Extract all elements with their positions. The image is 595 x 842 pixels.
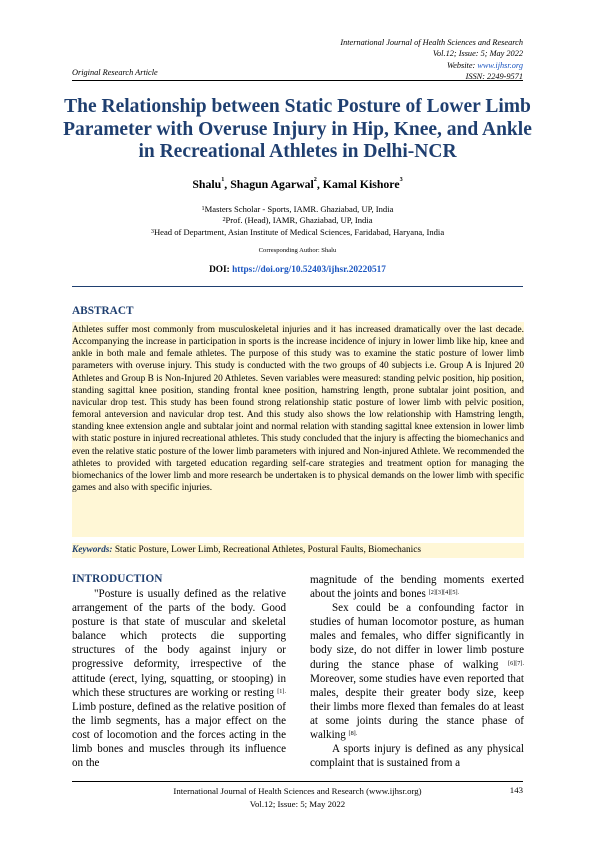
keywords-label: Keywords:	[72, 545, 113, 555]
section-divider	[72, 286, 523, 287]
intro-paragraph-2: Sex could be a confounding factor in studies of human locomotor posture, as human males and females, who differ significantly in body size, do not differ in lower limb posture during the stance phase of walking $^{[6][7].}$ Moreover, some studies have even reported that males, despite their greater body size, keep their limbs more flexed than females do at least at some joints during the stance phase of walking $^{[8].}$	[310, 602, 524, 742]
affiliation-line: $^3$Head of Department, Asian Institute of Medical Sciences, Faridabad, Haryana, India	[150, 226, 445, 237]
introduction-heading: INTRODUCTION	[72, 573, 163, 585]
page-number: 143	[509, 785, 523, 795]
header-rule	[72, 80, 523, 81]
footer-rule	[72, 781, 523, 782]
paper-title: The Relationship between Static Posture of Lower Limb Parameter with Overuse Injury in Hip, Knee, and Ankle in Recreational Athletes in Delhi-NCR	[63, 96, 532, 163]
right-column	[310, 573, 524, 770]
intro-paragraph-1: "Posture is usually defined as the relative arrangement of the parts of the body. Good posture is that state of muscular and skeletal balance which protects die supporting structures of the body against injury or progressive deformity, irrespective of the attitude (erect, lying, squatting, or stooping) in which these structures are working or resting $^{[1].}$ Limb posture, defined as the relative position of the limb segments, has a major effect on the cost of locomotion and the forces acting in the limb bones and muscles through its influence on the	[72, 588, 286, 770]
affiliations	[0, 204, 595, 238]
author-affiliation-mark: 3	[399, 176, 403, 183]
affiliation-line: $^2$Prof. (Head), IAMR, Ghaziabad, UP, India	[222, 215, 373, 226]
corresponding-author: Corresponding Author: Shalu	[258, 247, 337, 254]
issn: ISSN: 2249-9571	[465, 72, 523, 82]
doi-link[interactable]: https://doi.org/10.52403/ijhsr.20220517	[232, 265, 386, 275]
author-affiliation-mark: 2	[313, 176, 317, 183]
website-line: Website: www.ijhsr.org	[447, 60, 523, 70]
footer	[0, 785, 595, 811]
left-column	[72, 587, 286, 770]
author-name: Shalu	[192, 177, 222, 191]
abstract-text: Athletes suffer most commonly from musculoskeletal injuries and it has increased dramatically over the last decade. Accompanying the increase in participation in sports is the increase incidence of injury in lower limb like hip, knee and ankle in both male and female athletes. The purpose of this study was to examine the static posture of lower limb parameters with overuse injury. This study is conducted with the two groups of 40 subjects i.e. Group A is Injured 20 Athletes and Group B is Non-Injured 20 Athletes. Seven variables were measured: standing pelvic position, hip position, standing sagittal knee position, standing frontal knee position, hamstring length, prone subtalar joint position, and navicular drop test. This study has been found strong relationship static posture of lower limb with pelvic position, femoral anteversion and navicular drop test. And this study also shows the low relationship with Hamstring length, standing knee extension angle and subtalar joint and normal relation with standing sagittal knee extension in lower limb with static posture in injured recreational athletes. This study concluded that the injury is affecting the biomechanics and even the relative static posture of the lower limb parameters with injured and Non-injured Athlete. We recommended the athletes to provided with targeted education regarding self-care strategies and treatment option for managing the biomechanics of the lower limb and more research be undertaken is to physical demands on the lower limb with specific games and also with specific injuries.	[72, 325, 524, 494]
footer-volume: Vol.12; Issue: 5; May 2022	[249, 799, 346, 809]
keywords-text: Static Posture, Lower Limb, Recreational Athletes, Postural Faults, Biomechanics	[114, 545, 422, 555]
article-type: Original Research Article	[72, 68, 158, 77]
keywords-line	[72, 545, 421, 555]
website-link[interactable]: www.ijhsr.org	[477, 60, 523, 70]
author-name: Shagun Agarwal	[230, 177, 314, 191]
author-affiliation-mark: 1	[221, 176, 225, 183]
doi-line: DOI: https://doi.org/10.52403/ijhsr.20220517	[209, 265, 386, 275]
journal-name: International Journal of Health Sciences and Research	[340, 38, 523, 47]
author-list: Shalu$^1$, Shagun Agarwal$^2$, Kamal Kishore$^3$	[192, 176, 403, 191]
volume-info: Vol.12; Issue: 5; May 2022	[432, 49, 523, 59]
abstract-heading: ABSTRACT	[72, 305, 134, 317]
author-name: Kamal Kishore	[322, 177, 400, 191]
affiliation-line: $^1$Masters Scholar - Sports, IAMR. Ghaziabad, UP, India	[201, 204, 394, 214]
footer-journal: International Journal of Health Sciences and Research (www.ijhsr.org)	[173, 786, 422, 796]
running-header	[340, 37, 523, 83]
intro-paragraph-cont: magnitude of the bending moments exerted about the joints and bones $^{[2][3][4][5].}$	[310, 574, 524, 601]
intro-paragraph-3: A sports injury is defined as any physical complaint that is sustained from a	[310, 743, 524, 770]
